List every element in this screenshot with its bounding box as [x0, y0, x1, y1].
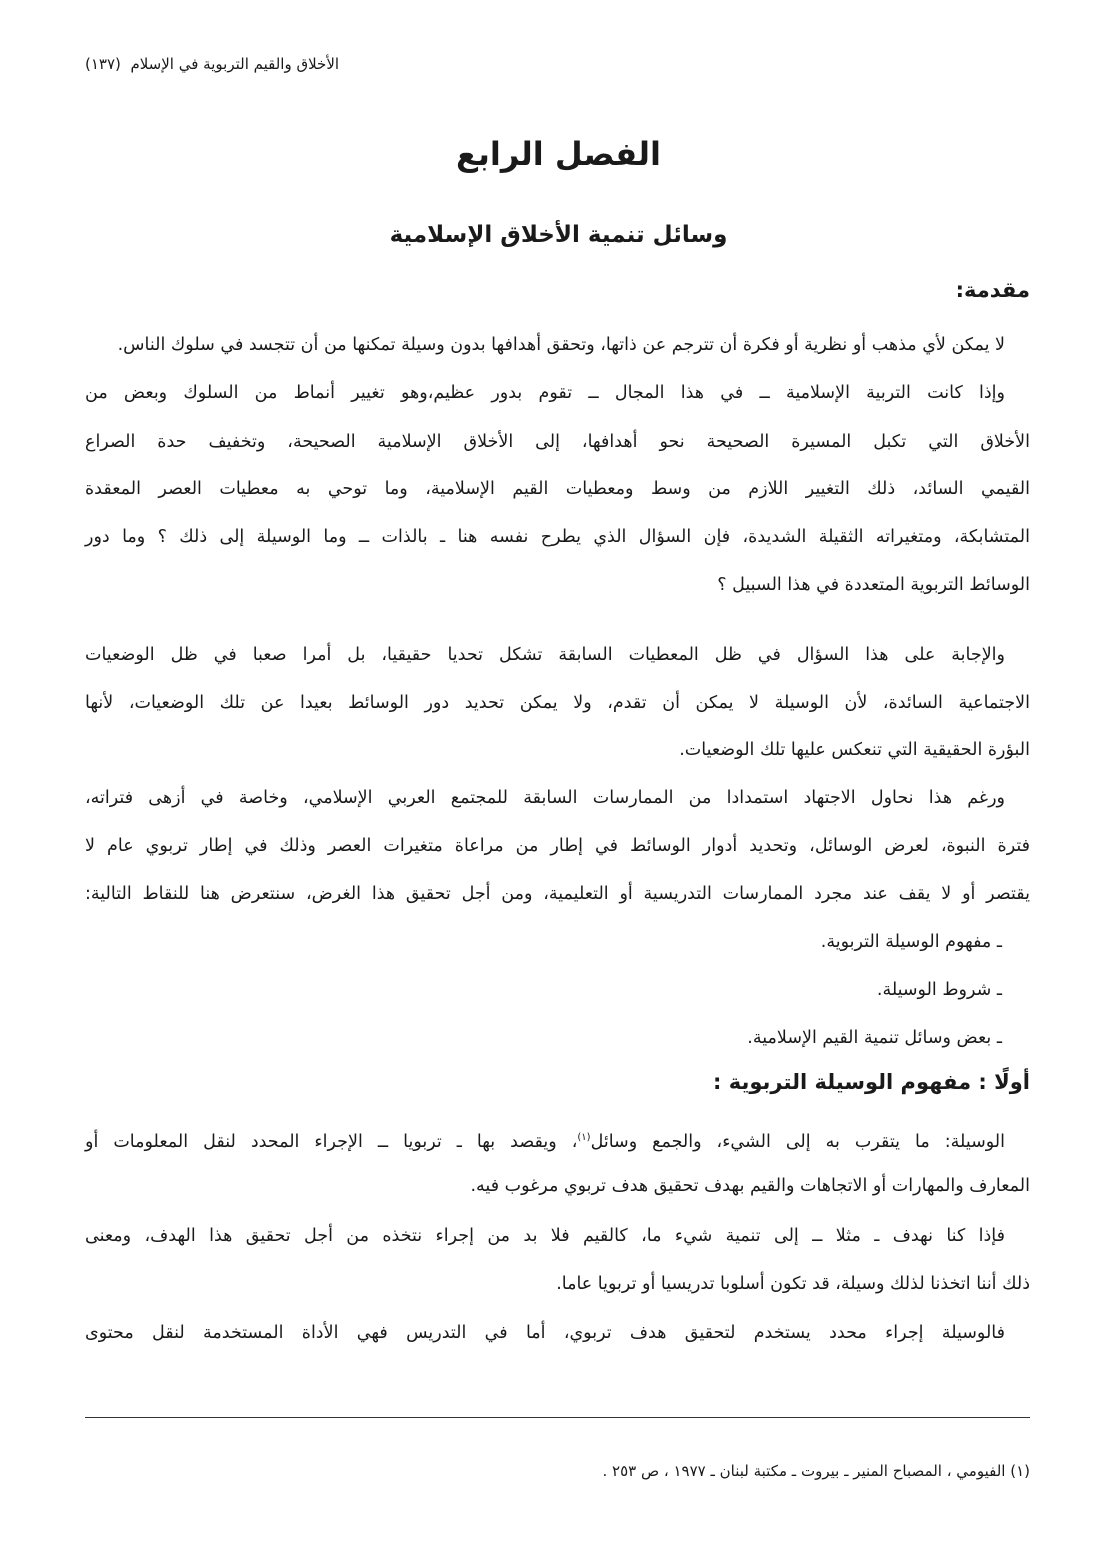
text-line: المعارف والمهارات أو الاتجاهات والقيم بهدف تحقيق هدف تربوي مرغوب فيه.: [470, 1176, 1030, 1196]
text-line: يقتصر أو لا يقف عند مجرد الممارسات التدريسية أو التعليمية، ومن أجل تحقيق هذا الغرض، سنتعرض هنا للنقاط التالية:: [85, 884, 1030, 904]
text-line: البؤرة الحقيقية التي تنعكس عليها تلك الوضعيات.: [679, 740, 1030, 760]
intro-heading: مقدمة:: [955, 278, 1030, 302]
list-item: ـ بعض وسائل تنمية القيم الإسلامية.: [747, 1028, 1002, 1048]
text-line: الاجتماعية السائدة، لأن الوسيلة لا يمكن أن تقدم، ولا يمكن تحديد دور الوسائط بعيدا عن تلك الوضعيات، لأنها: [85, 693, 1030, 713]
page-number: (١٣٧): [85, 55, 121, 73]
footnote-ref: (١): [577, 1132, 591, 1143]
text-line: وإذا كانت التربية الإسلامية ــ في هذا المجال ــ تقوم بدور عظيم،وهو تغيير أنماط من السلوك وبعض من: [85, 383, 1005, 403]
list-item: ـ شروط الوسيلة.: [876, 980, 1002, 1000]
text-line: ذلك أننا اتخذنا لذلك وسيلة، قد تكون أسلوبا تدريسيا أو تربويا عاما.: [556, 1274, 1030, 1294]
text-line: [85, 1123, 1030, 1157]
text-line: فإذا كنا نهدف ـ مثلا ــ إلى تنمية شيء ما، كالقيم فلا بد من إجراء نتخذه من أجل تحقيق هذا الهدف، ومعنى: [85, 1226, 1005, 1246]
text-line: القيمي السائد، ذلك التغيير اللازم من وسط ومعطيات القيم الإسلامية، وما توحي به معطيات العصر المعقدة: [85, 479, 1030, 499]
text-line: والإجابة على هذا السؤال في ظل المعطيات السابقة تشكل تحديا حقيقيا، بل أمرا صعبا في ظل الوضعيات: [85, 645, 1005, 665]
running-header: [85, 55, 339, 73]
list-item: ـ مفهوم الوسيلة التربوية.: [820, 932, 1002, 952]
running-title: الأخلاق والقيم التربوية في الإسلام: [130, 55, 340, 73]
text-segment: ، ويقصد بها ـ تربويا ــ الإجراء المحدد لنقل المعلومات أو: [85, 1131, 578, 1152]
text-line: ورغم هذا نحاول الاجتهاد استمدادا من الممارسات السابقة للمجتمع العربي الإسلامي، وخاصة في أزهى فتراته،: [85, 788, 1005, 808]
text-line: الوسائط التربوية المتعددة في هذا السبيل ؟: [717, 575, 1030, 595]
text-line: لا يمكن لأي مذهب أو نظرية أو فكرة أن تترجم عن ذاتها، وتحقق أهدافها بدون وسيلة تمكنها من أن تتجسد في سلوك الناس.: [117, 335, 1005, 355]
section-heading: أولًا : مفهوم الوسيلة التربوية :: [713, 1070, 1030, 1094]
text-line: المتشابكة، ومتغيراته الثقيلة الشديدة، فإن السؤال الذي يطرح نفسه هنا ـ بالذات ــ وما الوسيلة إلى ذلك ؟ وما دور: [85, 527, 1030, 547]
chapter-title: الفصل الرابع: [456, 135, 661, 173]
text-line: فترة النبوة، لعرض الوسائل، وتحديد أدوار الوسائط في إطار من مراعاة متغيرات العصر وذلك في إطار تربوي عام لا: [85, 836, 1030, 856]
footnote-divider: [85, 1417, 1030, 1418]
text-segment: الوسيلة: ما يتقرب به إلى الشيء، والجمع وسائل: [590, 1131, 1005, 1152]
text-line: الأخلاق التي تكبل المسيرة الصحيحة نحو أهدافها، إلى الأخلاق الإسلامية الصحيحة، وتخفيف حدة الصراع: [85, 432, 1030, 452]
chapter-subtitle: وسائل تنمية الأخلاق الإسلامية: [389, 222, 728, 248]
footnote: (١) الفيومي ، المصباح المنير ـ بيروت ـ مكتبة لبنان ـ ١٩٧٧ ، ص ٢٥٣ .: [602, 1462, 1030, 1480]
text-line: فالوسيلة إجراء محدد يستخدم لتحقيق هدف تربوي، أما في التدريس فهي الأداة المستخدمة لنقل محتوى: [85, 1323, 1005, 1343]
